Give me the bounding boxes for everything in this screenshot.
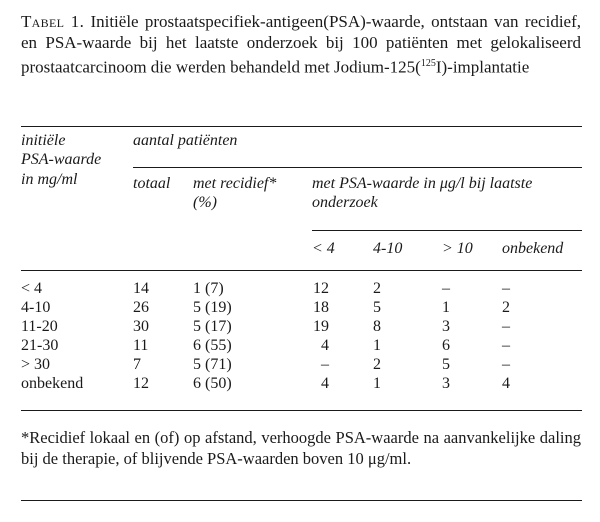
row-recidief: 6 (55) xyxy=(193,337,232,354)
row-totaal: 7 xyxy=(133,356,141,373)
header-initial-psa-line3: in mg/ml xyxy=(21,171,78,188)
header-totaal: totaal xyxy=(133,175,171,192)
isotope-mass: 125 xyxy=(420,58,436,69)
row-label: 21-30 xyxy=(21,337,59,354)
row-lt4: 4 xyxy=(321,375,329,392)
caption-text: Initiële prostaatspecifiek-antigeen(PSA)-waarde, ontstaan van recidief, en PSA-waarde bij het laatste onderzoek bij 100 patiënten met gelokaliseerd prostaatcarcinoom die werden behandeld met Jodium-125( xyxy=(21,12,581,77)
row-lt4: – xyxy=(321,356,329,373)
row-totaal: 14 xyxy=(133,280,149,297)
header-recidief-line1: met recidief* xyxy=(193,175,277,192)
row-recidief: 1 (7) xyxy=(193,280,224,297)
row-lt4: 12 xyxy=(313,280,329,297)
table-caption xyxy=(21,11,581,78)
caption-tail: I)-implantatie xyxy=(435,57,530,77)
row-label: 11-20 xyxy=(21,318,58,335)
row-totaal: 12 xyxy=(133,375,149,392)
header-psa-group-line1: met PSA-waarde in μg/l bij laatste xyxy=(312,175,533,192)
header-sub-4-10: 4-10 xyxy=(373,240,403,257)
header-psa-group-line2: onderzoek xyxy=(312,194,378,211)
psa-group-rule xyxy=(312,230,582,231)
row-gt10: 5 xyxy=(442,356,450,373)
row-totaal: 30 xyxy=(133,318,149,335)
row-gt10: 3 xyxy=(442,375,450,392)
row-label: 4-10 xyxy=(21,299,51,316)
row-onbekend: – xyxy=(502,337,510,354)
header-sub-gt10: > 10 xyxy=(442,240,473,257)
row-gt10: 1 xyxy=(442,299,450,316)
row-onbekend: – xyxy=(502,356,510,373)
row-recidief: 5 (71) xyxy=(193,356,232,373)
row-4-10: 2 xyxy=(373,280,381,297)
row-label: < 4 xyxy=(21,280,43,297)
row-onbekend: – xyxy=(502,318,510,335)
header-recidief-line2: (%) xyxy=(193,194,217,211)
row-lt4: 4 xyxy=(321,337,329,354)
header-sub-lt4: < 4 xyxy=(312,240,335,257)
table-footnote: *Recidief lokaal en (of) op afstand, verhoogde PSA-waarde na aanvankelijke daling bij de therapie, of blijvende PSA-waarden boven 10 μg/ml. xyxy=(21,428,581,468)
row-gt10: 6 xyxy=(442,337,450,354)
row-recidief: 5 (17) xyxy=(193,318,232,335)
row-4-10: 8 xyxy=(373,318,381,335)
header-sub-onbekend: onbekend xyxy=(502,240,564,257)
table-label: Tabel 1. xyxy=(21,12,85,31)
row-lt4: 19 xyxy=(313,318,329,335)
row-gt10: 3 xyxy=(442,318,450,335)
row-totaal: 11 xyxy=(133,337,149,354)
row-lt4: 18 xyxy=(313,299,329,316)
row-totaal: 26 xyxy=(133,299,149,316)
row-4-10: 1 xyxy=(373,375,381,392)
row-onbekend: 2 xyxy=(502,299,510,316)
row-label: > 30 xyxy=(21,356,51,373)
row-4-10: 5 xyxy=(373,299,381,316)
row-onbekend: 4 xyxy=(502,375,510,392)
table-bottom-rule xyxy=(21,410,582,411)
footnote-bottom-rule xyxy=(21,500,582,501)
row-recidief: 6 (50) xyxy=(193,375,232,392)
header-initial-psa-line2: PSA-waarde xyxy=(21,151,102,168)
row-recidief: 5 (19) xyxy=(193,299,232,316)
row-gt10: – xyxy=(442,280,450,297)
header-initial-psa-line1: initiële xyxy=(21,132,66,149)
row-label: onbekend xyxy=(21,375,84,392)
header-bottom-rule xyxy=(21,270,582,271)
group-rule xyxy=(133,167,582,168)
top-rule xyxy=(21,126,582,127)
row-4-10: 2 xyxy=(373,356,381,373)
row-onbekend: – xyxy=(502,280,510,297)
row-4-10: 1 xyxy=(373,337,381,354)
header-aantal-patienten: aantal patiënten xyxy=(133,132,238,149)
